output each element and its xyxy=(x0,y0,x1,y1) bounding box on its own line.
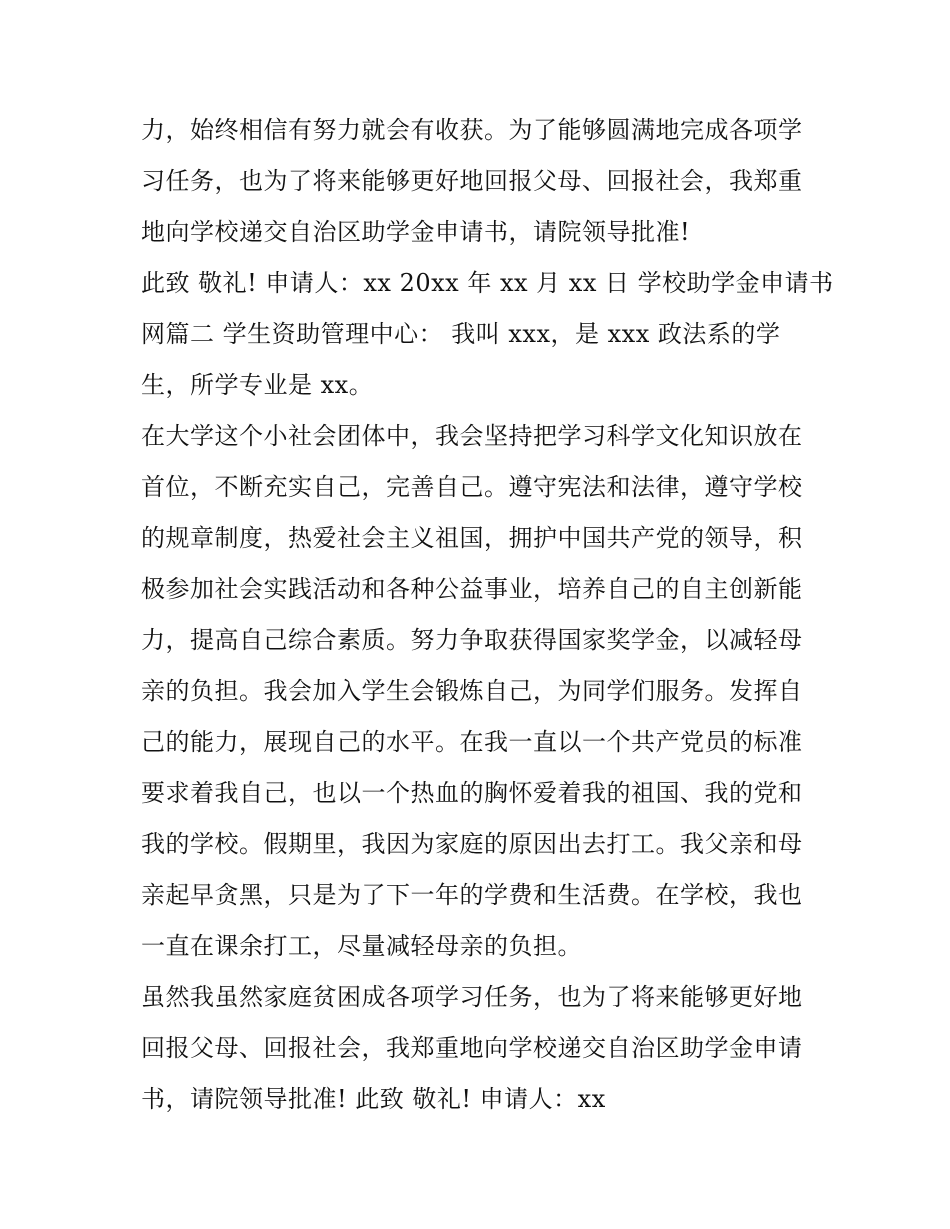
text-line: 此致 敬礼! 申请人：xx 20xx 年 xx 月 xx 日 学校助学金申请书 xyxy=(141,269,834,297)
text-line: 力，始终相信有努力就会有收获。为了能够圆满地完成各项学 xyxy=(141,116,803,144)
text-line: 极参加社会实践活动和各种公益事业，培养自己的自主创新能 xyxy=(141,575,803,603)
text-line: 习任务，也为了将来能够更好地回报父母、回报社会，我郑重 xyxy=(141,167,803,195)
text-line: 书，请院领导批准! 此致 敬礼! 申请人：xx xyxy=(141,1085,606,1113)
text-line: 虽然我虽然家庭贫困成各项学习任务，也为了将来能够更好地 xyxy=(141,983,803,1011)
text-line: 的规章制度，热爱社会主义祖国，拥护中国共产党的领导，积 xyxy=(141,524,803,552)
text-line: 亲起早贪黑，只是为了下一年的学费和生活费。在学校，我也 xyxy=(141,881,803,909)
text-line: 力，提高自己综合素质。努力争取获得国家奖学金，以减轻母 xyxy=(141,626,803,654)
text-line: 一直在课余打工，尽量减轻母亲的负担。 xyxy=(141,932,582,960)
text-line: 亲的负担。我会加入学生会锻炼自己，为同学们服务。发挥自 xyxy=(141,677,803,705)
text-line: 在大学这个小社会团体中，我会坚持把学习科学文化知识放在 xyxy=(141,422,803,450)
text-line: 网篇二 学生资助管理中心： 我叫 xxx，是 xxx 政法系的学 xyxy=(141,320,781,348)
text-line: 地向学校递交自治区助学金申请书，请院领导批准! xyxy=(141,218,691,246)
text-line: 要求着我自己，也以一个热血的胸怀爱着我的祖国、我的党和 xyxy=(141,779,803,807)
text-line: 己的能力，展现自己的水平。在我一直以一个共产党员的标准 xyxy=(141,728,803,756)
text-line: 我的学校。假期里，我因为家庭的原因出去打工。我父亲和母 xyxy=(141,830,803,858)
text-line: 生，所学专业是 xx。 xyxy=(141,371,374,399)
document-body xyxy=(141,105,834,1125)
text-line: 回报父母、回报社会，我郑重地向学校递交自治区助学金申请 xyxy=(141,1034,803,1062)
text-line: 首位，不断充实自己，完善自己。遵守宪法和法律，遵守学校 xyxy=(141,473,803,501)
